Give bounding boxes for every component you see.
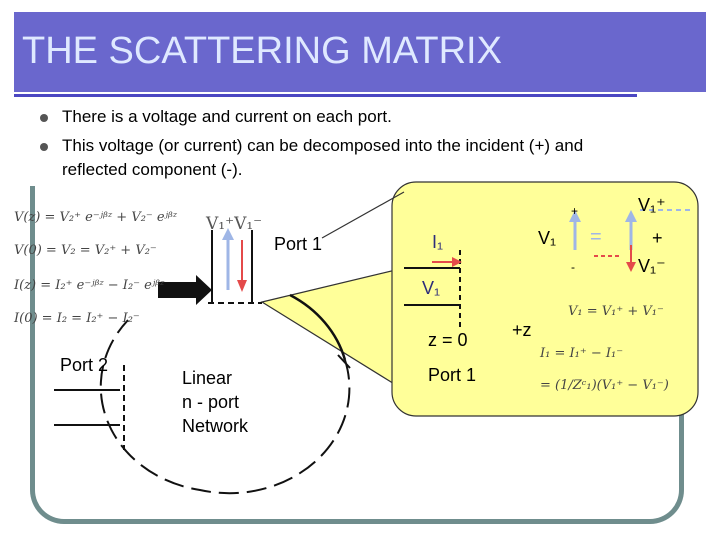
plus-z-label: +z (512, 320, 532, 340)
callout-wedge (262, 268, 404, 390)
port-voltage-label: V₁⁺V₁⁻ (206, 214, 263, 234)
v1-label: V₁ (422, 278, 441, 298)
equation-iz: I(z) = I₂⁺ e⁻ʲᵝᶻ − I₂⁻ eʲᵝᶻ (14, 278, 165, 293)
port1-label: Port 1 (274, 234, 323, 254)
equation-i1: I₁ = I₁⁺ − I₁⁻ (540, 346, 624, 361)
minus-sign: - (571, 260, 575, 274)
network-label-1: Linear (182, 368, 233, 388)
v1-minus-label: V₁⁻ (638, 256, 666, 276)
equals-sign: = (590, 226, 602, 248)
equation-i0: I(0) = I₂ = I₂⁺ − I₂⁻ (14, 311, 140, 326)
port2-label: Port 2 (60, 355, 109, 375)
bullet-3: reflected component (-). (62, 160, 243, 179)
z0-label: z = 0 (428, 330, 468, 350)
equation-vz: V(z) = V₂⁺ e⁻ʲᵝᶻ + V₂⁻ eʲᵝᶻ (14, 210, 178, 225)
zoom-port1-label: Port 1 (428, 365, 477, 385)
network-label-2: n - port (182, 392, 240, 412)
slide-title: THE SCATTERING MATRIX (22, 30, 502, 72)
v1-plus-label: V₁⁺ (638, 195, 666, 215)
network-label-3: Network (182, 416, 249, 436)
equation-v0: V(0) = V₂ = V₂⁺ + V₂⁻ (14, 243, 157, 258)
v1-right-label: V₁ (538, 228, 557, 248)
equation-v1: V₁ = V₁⁺ + V₁⁻ (568, 304, 664, 319)
input-arrow (158, 275, 212, 305)
equation-i1-z: = (1/Zᶜ₁)(V₁⁺ − V₁⁻) (540, 378, 669, 393)
bullet-1: There is a voltage and current on each port. (62, 107, 392, 126)
plus-right-sign: + (652, 228, 663, 248)
reflected-arrowhead (237, 280, 247, 292)
plus-sign: + (571, 204, 579, 218)
i1-label: I₁ (432, 232, 444, 252)
bullet-2: This voltage (or current) can be decomposed into the incident (+) and (62, 136, 584, 155)
